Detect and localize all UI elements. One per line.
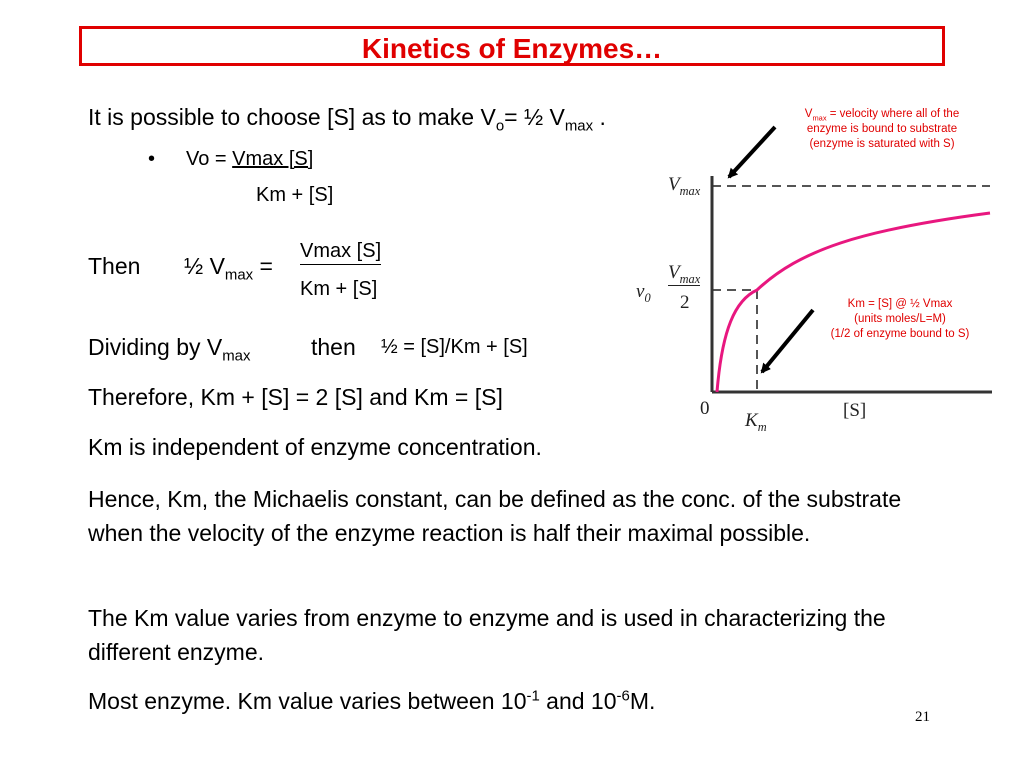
graph-label-s: [S] (843, 400, 867, 421)
then-denominator: Km + [S] (300, 278, 378, 300)
bullet-lhs: Vo = (186, 148, 233, 170)
graph-label-zero: 0 (700, 398, 710, 419)
bullet-marker: • (148, 148, 156, 170)
most-sup1: -1 (526, 687, 540, 705)
hence-paragraph: Hence, Km, the Michaelis constant, can be defined as the conc. of the substrate when the velocity of the enzyme reaction is half their maximal possible. (88, 486, 902, 546)
dividing-then: then (311, 334, 356, 360)
vmax-note-line2: enzyme is bound to substrate (806, 123, 958, 135)
vmax-note (782, 107, 982, 152)
intro-sub-max: max (564, 117, 594, 135)
intro-end: . (593, 104, 606, 130)
then-numerator: Vmax [S] (300, 240, 381, 265)
intro-mid: = ½ V (504, 104, 565, 130)
therefore-line: Therefore, Km + [S] = 2 [S] and Km = [S] (88, 384, 503, 410)
km-note (812, 297, 988, 342)
slide-title: Kinetics of Enzymes… (361, 33, 663, 64)
most-mid: and 10 (539, 688, 617, 714)
bullet-denominator: Km + [S] (256, 184, 334, 206)
graph-label-v0-v: v (636, 281, 645, 302)
most-sup2: -6 (616, 687, 630, 705)
graph-label-half-den: 2 (680, 292, 690, 313)
vmax-note-v: V (804, 108, 813, 120)
graph-label-v0 (636, 281, 651, 303)
then-sub-max: max (224, 266, 254, 284)
vmax-arrow (729, 127, 775, 177)
vmax-note-line3: (enzyme is saturated with S) (809, 138, 955, 150)
vmax-note-line1 (782, 107, 982, 122)
graph-label-half-num (668, 262, 700, 286)
graph-label-vmax-sub: max (679, 183, 701, 198)
page-number: 21 (915, 709, 930, 725)
km-arrow (762, 310, 813, 372)
graph-label-half-v: V (668, 262, 680, 283)
title-box (79, 26, 945, 66)
then-lhs (184, 253, 273, 284)
intro-sub-o: o (495, 117, 505, 135)
graph-label-km-k: K (745, 410, 758, 431)
varies-paragraph: The Km value varies from enzyme to enzyme and is used in characterizing the different enzyme. (88, 605, 886, 665)
dividing-line (88, 334, 251, 365)
graph-label-km-sub: m (757, 419, 767, 434)
bullet-numerator: Vmax [S] (232, 148, 314, 170)
intro-text: It is possible to choose [S] as to make V (88, 104, 496, 130)
then-half: ½ V (184, 253, 225, 279)
intro-line (88, 104, 606, 135)
km-note-line1: Km = [S] @ ½ Vmax (847, 298, 953, 310)
graph-label-vmax (668, 174, 700, 196)
dividing-expr: ½ = [S]/Km + [S] (381, 336, 528, 358)
km-note-line3: (1/2 of enzyme bound to S) (830, 328, 970, 340)
graph-label-km (745, 410, 767, 432)
bullet-equation (186, 148, 313, 171)
most-prefix: Most enzyme. Km value varies between 10 (88, 688, 527, 714)
graph-label-v0-sub: 0 (644, 290, 651, 305)
dividing-prefix: Dividing by V (88, 334, 223, 360)
km-note-line2: (units moles/L=M) (854, 313, 946, 325)
then-label: Then (88, 253, 141, 279)
graph-label-vmax-v: V (668, 174, 680, 195)
vmax-note-rest: = velocity where all of the (826, 108, 960, 120)
vmax-note-sub: max (812, 113, 827, 123)
dividing-sub-max: max (222, 347, 251, 365)
most-line (88, 688, 655, 715)
independent-line: Km is independent of enzyme concentration. (88, 434, 542, 460)
graph-label-half-sub: max (679, 271, 701, 286)
then-eq: = (253, 253, 273, 279)
most-suffix: M. (629, 688, 656, 714)
